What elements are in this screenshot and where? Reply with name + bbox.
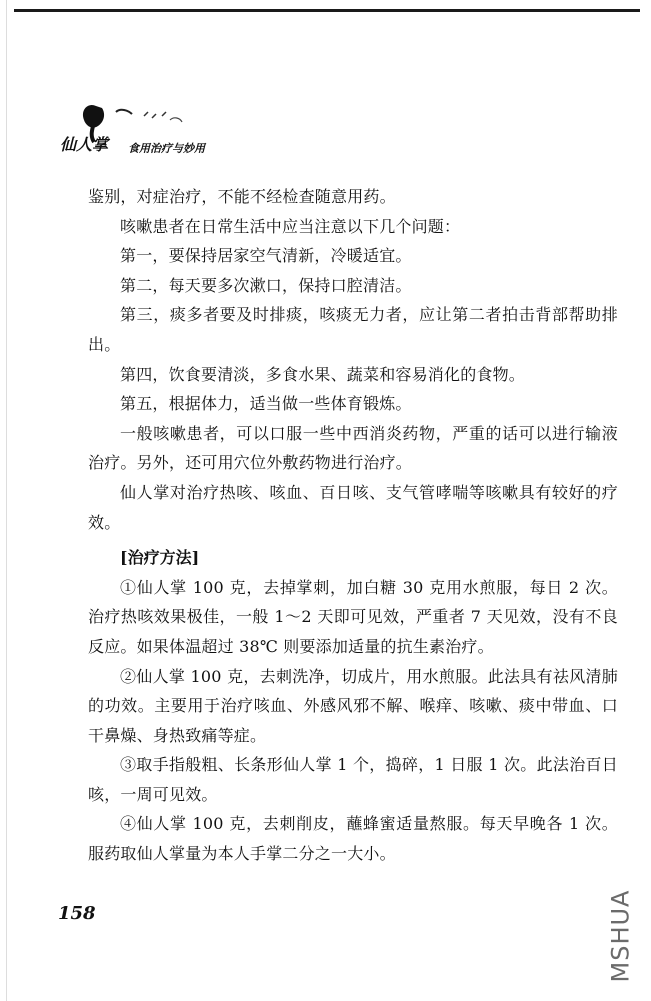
page-number: 158 (58, 903, 96, 924)
paragraph: 第四，饮食要清淡，多食水果、蔬菜和容易消化的食物。 (120, 364, 526, 384)
paragraph: 第二，每天要多次漱口，保持口腔清洁。 (120, 275, 412, 295)
paragraph: 第五，根据体力，适当做一些体育锻炼。 (120, 394, 412, 414)
paragraph: 第三，痰多者要及时排痰，咳痰无力者，应让第二者拍击背部帮助排出。 (88, 305, 618, 354)
page-left-edge (6, 0, 7, 1001)
book-header-logo (58, 92, 248, 162)
logo-main-text: 仙人掌 (60, 135, 109, 154)
paragraph: 一般咳嗽患者，可以口服一些中西消炎药物，严重的话可以进行输液治疗。另外，还可用穴位外敷药物进行治疗。 (88, 423, 618, 473)
paragraph: 仙人掌对治疗热咳、咳血、百日咳、支气管哮喘等咳嗽具有较好的疗效。 (88, 482, 618, 532)
method-paragraph: ①仙人掌 100 克，去掉掌刺，加白糖 30 克用水煎服，每日 2 次。治疗热咳效果极佳，一般 1～2 天即可见效，严重者 7 天见效，没有不良反应。如果体温超过 38℃ 则要添加适量的抗生素治疗。 (88, 577, 618, 656)
watermark-text: MSHUA (606, 889, 635, 983)
header-rule (14, 9, 640, 12)
method-paragraph: ④仙人掌 100 克，去刺削皮，蘸蜂蜜适量熬服。每天早晚各 1 次。服药取仙人掌量为本人手掌二分之一大小。 (88, 814, 618, 864)
method-paragraph: ③取手指般粗、长条形仙人掌 1 个，捣碎，1 日服 1 次。此法治百日咳，一周可见效。 (88, 755, 618, 804)
paragraph: 鉴别，对症治疗，不能不经检查随意用药。 (88, 187, 396, 206)
method-paragraph: ②仙人掌 100 克，去刺洗净，切成片，用水煎服。此法具有祛风清肺的功效。主要用于治疗咳血、外感风邪不解、喉痒、咳嗽、痰中带血、口干鼻燥、身热致痛等症。 (88, 666, 618, 745)
section-heading: [治疗方法] (120, 548, 200, 568)
paragraph: 第一，要保持居家空气清新，冷暖适宜。 (120, 246, 412, 266)
paragraph: 咳嗽患者在日常生活中应当注意以下几个问题： (120, 216, 461, 236)
logo-subtitle-text: 食用治疗与妙用 (128, 142, 205, 155)
page-body (88, 182, 618, 869)
watermark (606, 882, 644, 992)
